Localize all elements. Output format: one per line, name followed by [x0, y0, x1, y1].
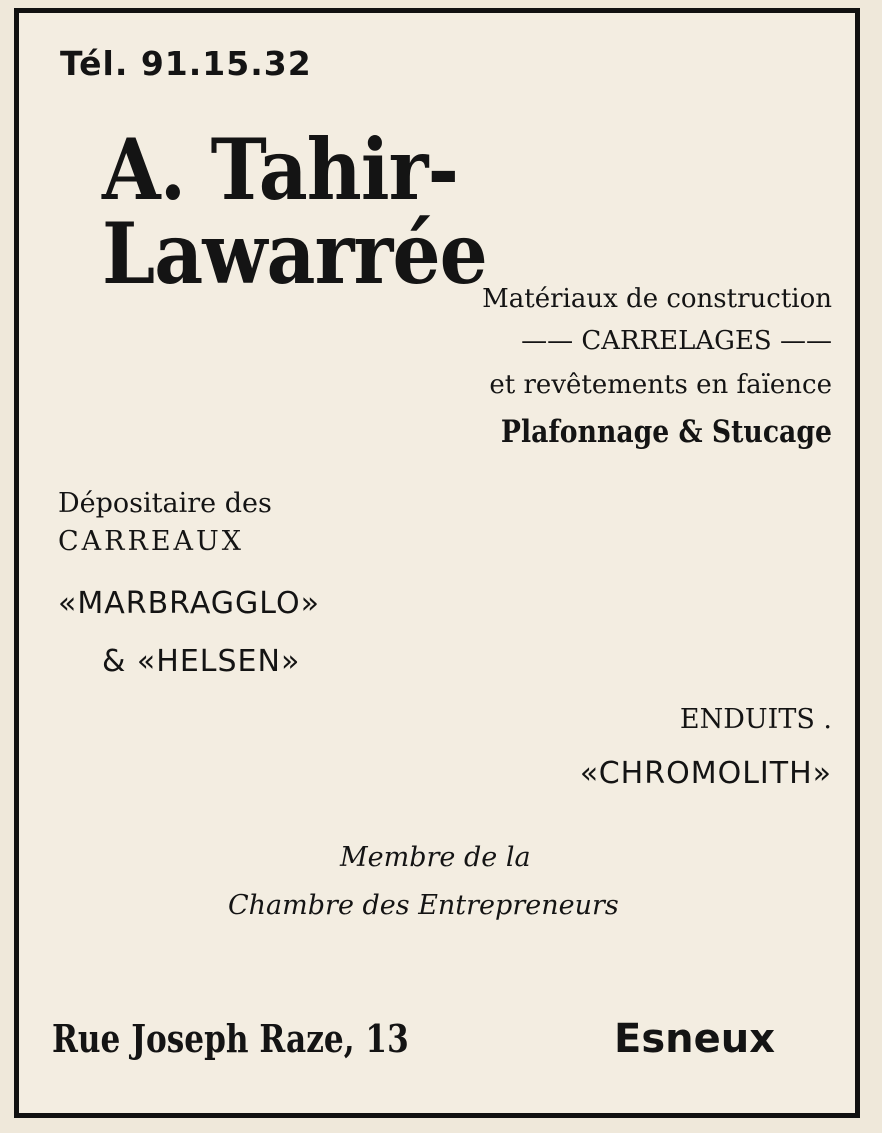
company-name: A. Tahir-Lawarrée: [102, 120, 487, 303]
membership-line-1: Membre de la: [340, 842, 531, 873]
dealer-brand-1: «MARBRAGGLO»: [58, 586, 320, 621]
services-line-3: et revêtements en faïence: [489, 370, 832, 400]
coatings-line-1: ENDUITS .: [679, 704, 832, 735]
city-name: Esneux: [614, 1016, 776, 1062]
dealer-line-2: CARREAUX: [58, 526, 244, 557]
street-address: Rue Joseph Raze, 13: [52, 1016, 409, 1061]
dealer-line-1: Dépositaire des: [58, 488, 272, 519]
services-line-1: Matériaux de construction: [482, 284, 832, 314]
services-line-4: Plafonnage & Stucage: [500, 414, 832, 450]
membership-line-2: Chambre des Entrepreneurs: [228, 890, 619, 921]
coatings-brand: «CHROMOLITH»: [579, 756, 832, 791]
dealer-brand-2: & «HELSEN»: [102, 644, 301, 679]
phone-number: Tél. 91.15.32: [60, 44, 312, 83]
services-line-2: —— CARRELAGES ——: [521, 326, 832, 356]
